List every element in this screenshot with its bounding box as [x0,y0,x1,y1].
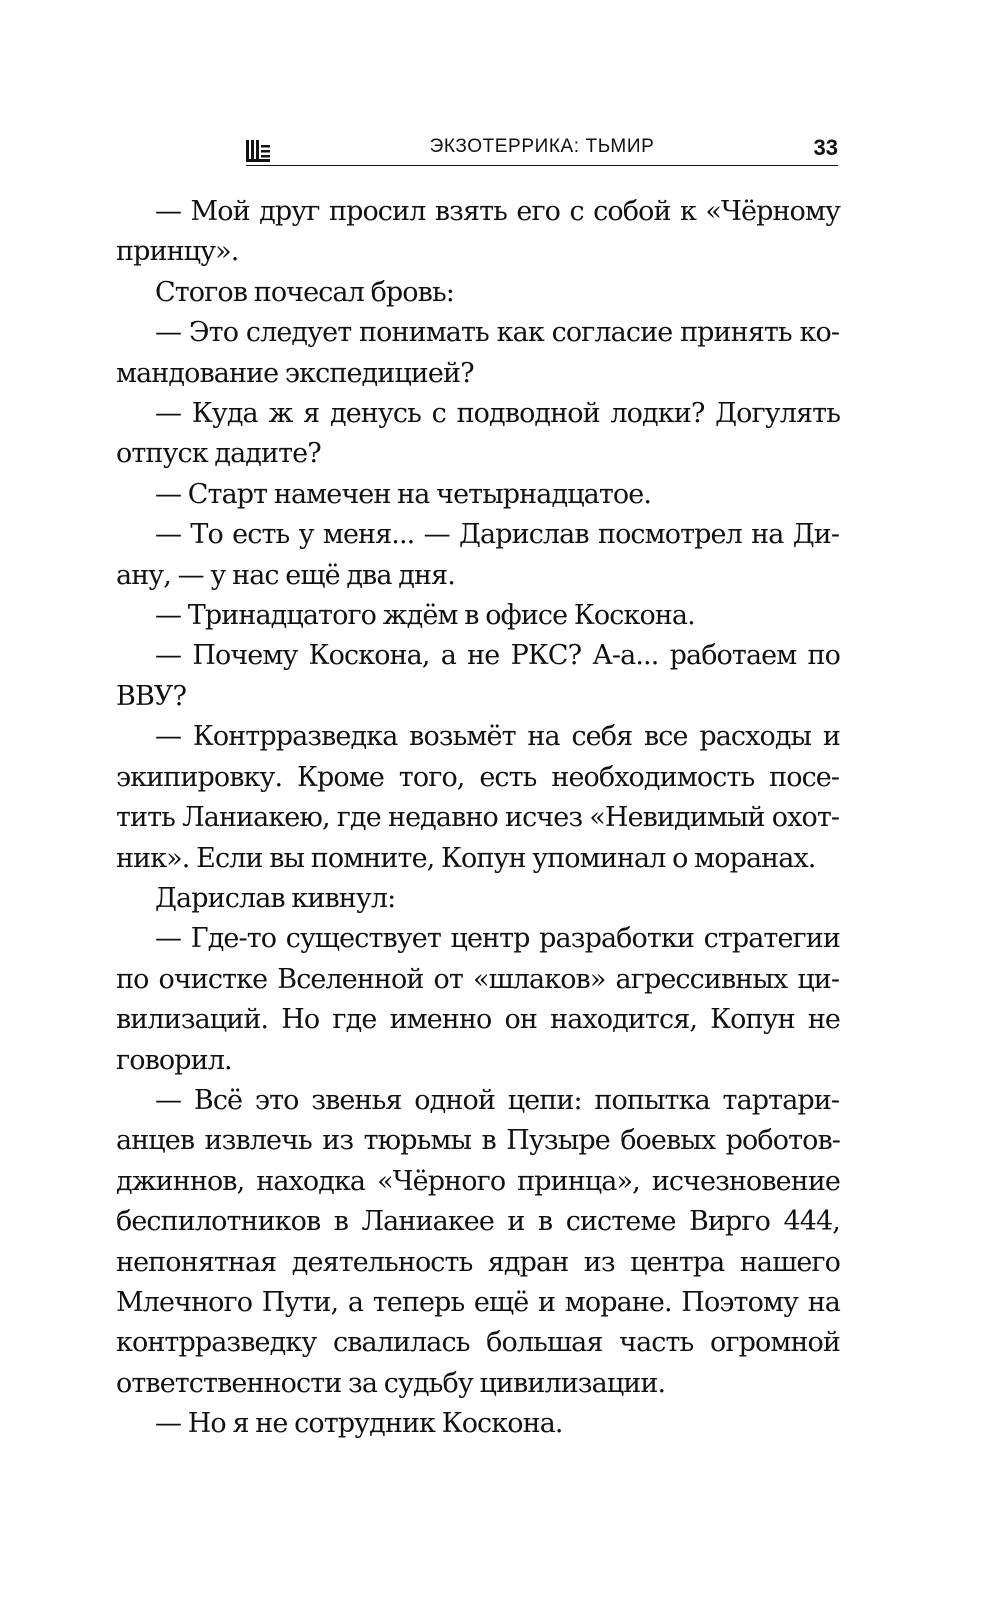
running-head [246,132,838,166]
header-rule [246,165,838,166]
running-title: ЭКЗОТЕРРИКА: ТЬМИР [429,136,655,157]
paragraph: — Это следует понимать как согласие принять командование экспедицией? [116,317,840,389]
paragraph: — Тринадцатого ждём в офисе Коскона. [155,600,695,632]
body-text [116,192,840,1445]
paragraph: — Где-то существует центр разработки стратегии по очистке Вселенной от «шлаков» агрессивных цивилизаций. Но где именно он находится, Копун не говорил. [116,923,840,1076]
paragraph: — Старт намечен на четырнадцатое. [155,478,652,510]
paragraph: — Контрразведка возьмёт на себя все расходы и экипировку. Кроме того, есть необходимость посетить Ланиакею, где недавно исчез «Невидимый охотник». Если вы помните, Копун упоминал о моранах. [116,721,840,874]
paragraph: — Но я не сотрудник Коскона. [155,1408,563,1440]
paragraph: — Всё это звенья одной цепи: попытка тартарианцев извлечь из тюрьмы в Пузыре боевых роботов-джиннов, находка «Чёрного принца», исчезновение беспилотников в Ланиакее и в системе Вирго 444, непонятная деятельность ядран из центра нашего Млечного Пути, а теперь ещё и моране. Поэтому на контрразведку свалилась большая часть огромной ответственности за судьбу цивилизации. [116,1084,840,1399]
paragraph: — То есть у меня... — Дарислав посмотрел на Диану, — у нас ещё два дня. [116,519,840,591]
paragraph: Дарислав кивнул: [155,882,396,914]
paragraph: — Почему Коскона, а не РКС? А-а... работаем по ВВУ? [116,640,840,712]
paragraph: Стогов почесал бровь: [155,276,454,308]
paragraph: — Мой друг просил взять его с собой к «Чёрному принцу». [116,196,840,268]
paragraph: — Куда ж я денусь с подводной лодки? Догулять отпуск дадите? [116,398,840,470]
page-number: 33 [813,135,838,160]
